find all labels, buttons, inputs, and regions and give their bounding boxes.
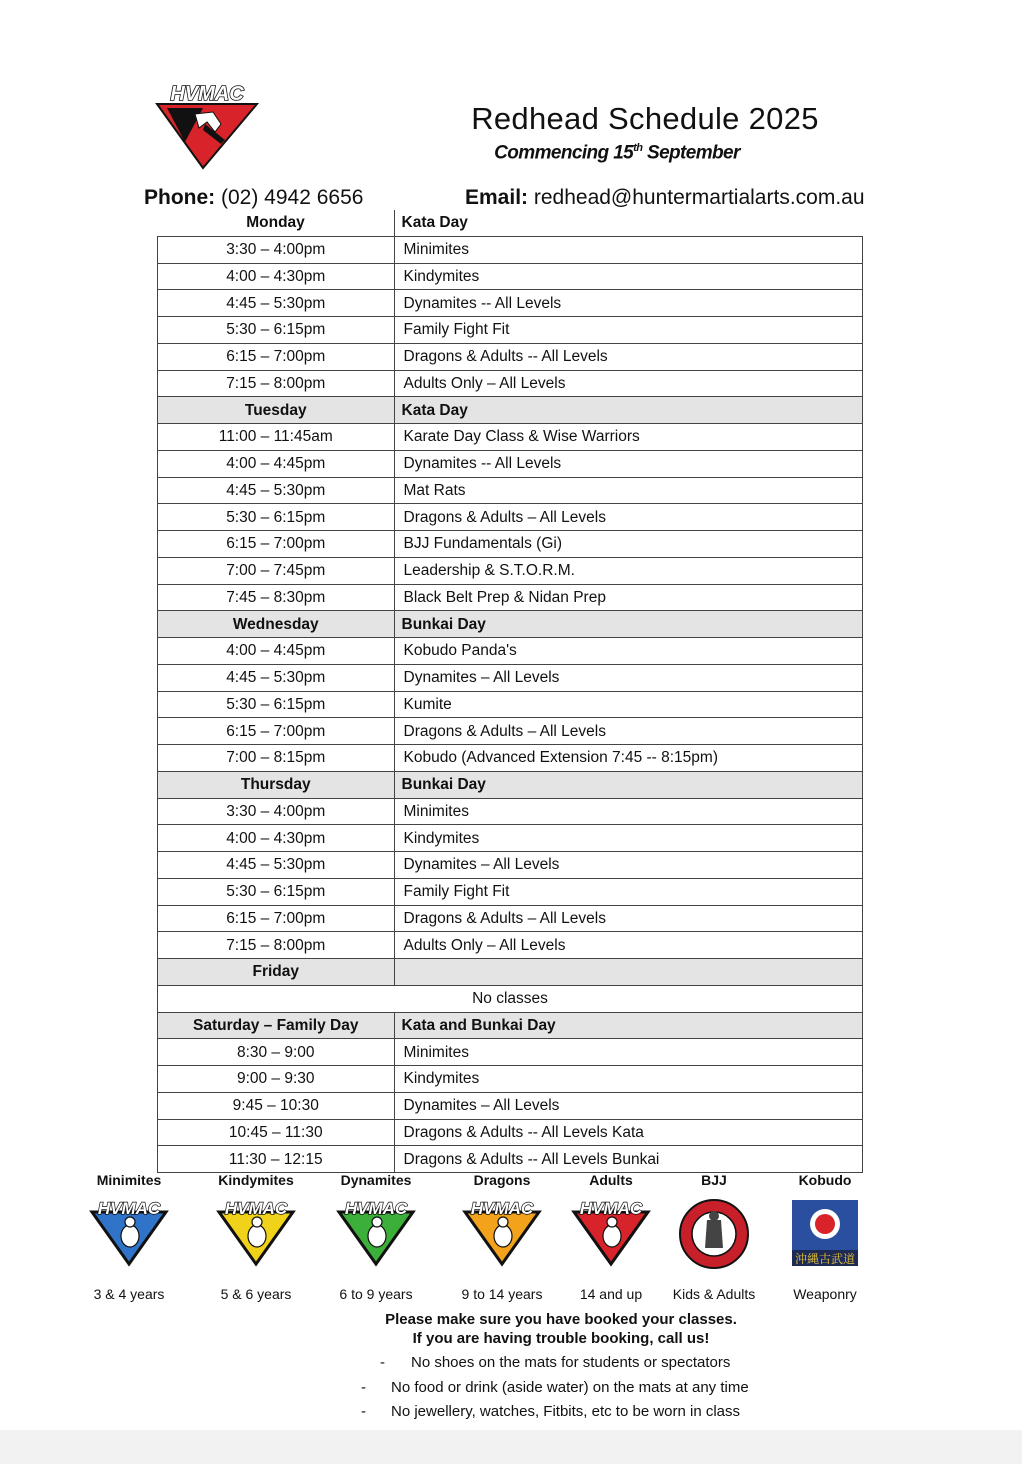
email-address[interactable]: redhead@huntermartialarts.com.au: [528, 186, 865, 209]
class-name: Minimites: [394, 236, 863, 263]
class-row: [158, 317, 863, 344]
class-time: 6:15 – 7:00pm: [158, 531, 395, 558]
class-name: Family Fight Fit: [394, 317, 863, 344]
class-name: Karate Day Class & Wise Warriors: [394, 424, 863, 451]
class-time: 8:30 – 9:00: [158, 1039, 395, 1066]
schedule-table: [157, 210, 863, 1173]
program-badge-adults: [551, 1170, 671, 1302]
class-time: 4:45 – 5:30pm: [158, 477, 395, 504]
class-time: 9:00 – 9:30: [158, 1066, 395, 1093]
no-classes-row: [158, 985, 863, 1012]
class-name: Dynamites – All Levels: [394, 664, 863, 691]
class-name: Kindymites: [394, 825, 863, 852]
program-badge-dragons: [442, 1170, 562, 1302]
email-line: Email: redhead@huntermartialarts.com.au: [465, 186, 865, 209]
program-ages: 5 & 6 years: [220, 1286, 292, 1302]
rule-bullet: -: [380, 1354, 385, 1371]
kobudo-flag-icon: [782, 1198, 868, 1270]
program-name: Adults: [589, 1172, 633, 1188]
class-name: Dragons & Adults – All Levels: [394, 718, 863, 745]
page-title: Redhead Schedule 2025: [471, 101, 819, 136]
class-row: [158, 878, 863, 905]
program-ages: Weaponry: [793, 1286, 857, 1302]
logo-wordmark: HVMAC: [170, 84, 244, 105]
class-name: Dynamites – All Levels: [394, 852, 863, 879]
day-theme: Kata Day: [394, 210, 863, 236]
bjj-seal-icon: [671, 1198, 757, 1270]
class-row: [158, 424, 863, 451]
day-header-row: [158, 611, 863, 638]
day-header-row: [158, 771, 863, 798]
class-row: [158, 584, 863, 611]
program-name: Minimites: [96, 1172, 162, 1188]
class-name: Leadership & S.T.O.R.M.: [394, 557, 863, 584]
class-name: Minimites: [394, 798, 863, 825]
class-name: Dragons & Adults -- All Levels Bunkai: [394, 1146, 863, 1173]
class-row: [158, 477, 863, 504]
class-row: [158, 1092, 863, 1119]
program-name: Kobudo: [798, 1172, 852, 1188]
class-name: Dragons & Adults -- All Levels: [394, 343, 863, 370]
class-time: 7:45 – 8:30pm: [158, 584, 395, 611]
class-name: Black Belt Prep & Nidan Prep: [394, 584, 863, 611]
hvmac-dragon-badge-icon: [459, 1198, 545, 1270]
class-time: 11:00 – 11:45am: [158, 424, 395, 451]
class-name: BJJ Fundamentals (Gi): [394, 531, 863, 558]
program-name: Kindymites: [218, 1172, 294, 1188]
class-name: Adults Only – All Levels: [394, 370, 863, 397]
class-time: 4:00 – 4:30pm: [158, 263, 395, 290]
program-name: BJJ: [701, 1172, 727, 1188]
rule-text: No shoes on the mats for students or spectators: [411, 1354, 731, 1371]
rule-text: No food or drink (aside water) on the mats at any time: [391, 1379, 749, 1396]
class-name: Kumite: [394, 691, 863, 718]
day-theme: Bunkai Day: [394, 771, 863, 798]
class-row: [158, 638, 863, 665]
class-name: Kindymites: [394, 263, 863, 290]
class-time: 4:45 – 5:30pm: [158, 664, 395, 691]
hvmac-tiger-badge-icon: [213, 1198, 299, 1270]
booking-help: If you are having trouble booking, call us!: [412, 1330, 710, 1347]
day-name: Friday: [158, 959, 395, 986]
badge-wordmark: HVMAC: [344, 1199, 408, 1218]
class-time: 4:45 – 5:30pm: [158, 290, 395, 317]
class-time: 6:15 – 7:00pm: [158, 905, 395, 932]
class-row: [158, 531, 863, 558]
badge-wordmark: HVMAC: [579, 1199, 643, 1218]
class-row: [158, 557, 863, 584]
class-row: [158, 664, 863, 691]
class-name: Dragons & Adults – All Levels: [394, 504, 863, 531]
class-time: 7:00 – 8:15pm: [158, 745, 395, 772]
class-time: 7:00 – 7:45pm: [158, 557, 395, 584]
page-bottom-edge: [0, 1430, 1022, 1464]
class-time: 11:30 – 12:15: [158, 1146, 395, 1173]
class-name: Dragons & Adults – All Levels: [394, 905, 863, 932]
class-time: 5:30 – 6:15pm: [158, 504, 395, 531]
class-name: Mat Rats: [394, 477, 863, 504]
badge-wordmark: HVMAC: [470, 1199, 534, 1218]
class-name: Minimites: [394, 1039, 863, 1066]
kobudo-flag-lettering: 沖縄古武道: [794, 1252, 856, 1266]
class-row: [158, 1039, 863, 1066]
program-ages: Kids & Adults: [672, 1286, 756, 1302]
class-row: [158, 905, 863, 932]
class-name: Family Fight Fit: [394, 878, 863, 905]
day-theme: Bunkai Day: [394, 611, 863, 638]
day-name: Thursday: [158, 771, 395, 798]
class-time: 4:00 – 4:30pm: [158, 825, 395, 852]
program-ages: 6 to 9 years: [339, 1286, 413, 1302]
no-classes-note: No classes: [158, 985, 863, 1012]
class-time: 5:30 – 6:15pm: [158, 878, 395, 905]
class-row: [158, 1146, 863, 1173]
day-name: Wednesday: [158, 611, 395, 638]
hvmac-kick-badge-icon: [568, 1198, 654, 1270]
class-name: Dynamites -- All Levels: [394, 290, 863, 317]
class-row: [158, 370, 863, 397]
program-ages: 9 to 14 years: [461, 1286, 543, 1302]
class-row: [158, 798, 863, 825]
class-row: [158, 691, 863, 718]
class-name: Kobudo (Advanced Extension 7:45 -- 8:15pm): [394, 745, 863, 772]
day-name: Monday: [158, 210, 395, 236]
day-theme: [394, 959, 863, 986]
class-name: Dynamites – All Levels: [394, 1092, 863, 1119]
class-name: Kindymites: [394, 1066, 863, 1093]
class-time: 6:15 – 7:00pm: [158, 343, 395, 370]
program-ages: 14 and up: [579, 1286, 643, 1302]
day-name: Tuesday: [158, 397, 395, 424]
hvmac-logo: [155, 84, 259, 170]
class-row: [158, 745, 863, 772]
class-row: [158, 263, 863, 290]
class-row: [158, 1066, 863, 1093]
day-header-row: [158, 1012, 863, 1039]
day-header-row: [158, 210, 863, 236]
class-time: 4:45 – 5:30pm: [158, 852, 395, 879]
class-name: Dynamites -- All Levels: [394, 450, 863, 477]
booking-notes: [0, 1310, 1022, 1348]
class-row: [158, 932, 863, 959]
badge-wordmark: HVMAC: [224, 1199, 288, 1218]
class-name: Dragons & Adults -- All Levels Kata: [394, 1119, 863, 1146]
class-time: 5:30 – 6:15pm: [158, 317, 395, 344]
class-row: [158, 1119, 863, 1146]
class-row: [158, 343, 863, 370]
day-theme: Kata and Bunkai Day: [394, 1012, 863, 1039]
day-header-row: [158, 959, 863, 986]
day-name: Saturday – Family Day: [158, 1012, 395, 1039]
badge-wordmark: HVMAC: [97, 1199, 161, 1218]
hvmac-kid-badge-icon: [333, 1198, 419, 1270]
class-time: 9:45 – 10:30: [158, 1092, 395, 1119]
class-time: 10:45 – 11:30: [158, 1119, 395, 1146]
program-badge-minimites: [69, 1170, 189, 1302]
page-subtitle: Commencing 15th September: [494, 142, 740, 164]
class-row: [158, 290, 863, 317]
phone-line: Phone: (02) 4942 6656: [144, 186, 364, 209]
class-row: [158, 825, 863, 852]
class-row: [158, 852, 863, 879]
rule-text: No jewellery, watches, Fitbits, etc to be worn in class: [391, 1403, 741, 1420]
class-row: [158, 718, 863, 745]
class-name: Kobudo Panda's: [394, 638, 863, 665]
program-badges: [80, 1170, 950, 1300]
rule-bullet: -: [361, 1403, 366, 1420]
class-time: 3:30 – 4:00pm: [158, 236, 395, 263]
program-ages: 3 & 4 years: [93, 1286, 165, 1302]
class-row: [158, 236, 863, 263]
class-time: 4:00 – 4:45pm: [158, 450, 395, 477]
day-theme: Kata Day: [394, 397, 863, 424]
class-time: 6:15 – 7:00pm: [158, 718, 395, 745]
booking-reminder: Please make sure you have booked your classes.: [385, 1311, 737, 1328]
class-time: 7:15 – 8:00pm: [158, 370, 395, 397]
day-header-row: [158, 397, 863, 424]
class-time: 3:30 – 4:00pm: [158, 798, 395, 825]
program-badge-kindymites: [196, 1170, 316, 1302]
class-time: 5:30 – 6:15pm: [158, 691, 395, 718]
class-row: [158, 450, 863, 477]
class-row: [158, 504, 863, 531]
class-time: 7:15 – 8:00pm: [158, 932, 395, 959]
program-badge-dynamites: [316, 1170, 436, 1302]
rule-bullet: -: [361, 1379, 366, 1396]
program-badge-kobudo: [765, 1170, 885, 1302]
hvmac-panda-badge-icon: [86, 1198, 172, 1270]
program-name: Dynamites: [340, 1172, 412, 1188]
class-time: 4:00 – 4:45pm: [158, 638, 395, 665]
class-name: Adults Only – All Levels: [394, 932, 863, 959]
phone-number[interactable]: (02) 4942 6656: [215, 186, 364, 209]
program-name: Dragons: [473, 1172, 531, 1188]
program-badge-bjj: [654, 1170, 774, 1302]
